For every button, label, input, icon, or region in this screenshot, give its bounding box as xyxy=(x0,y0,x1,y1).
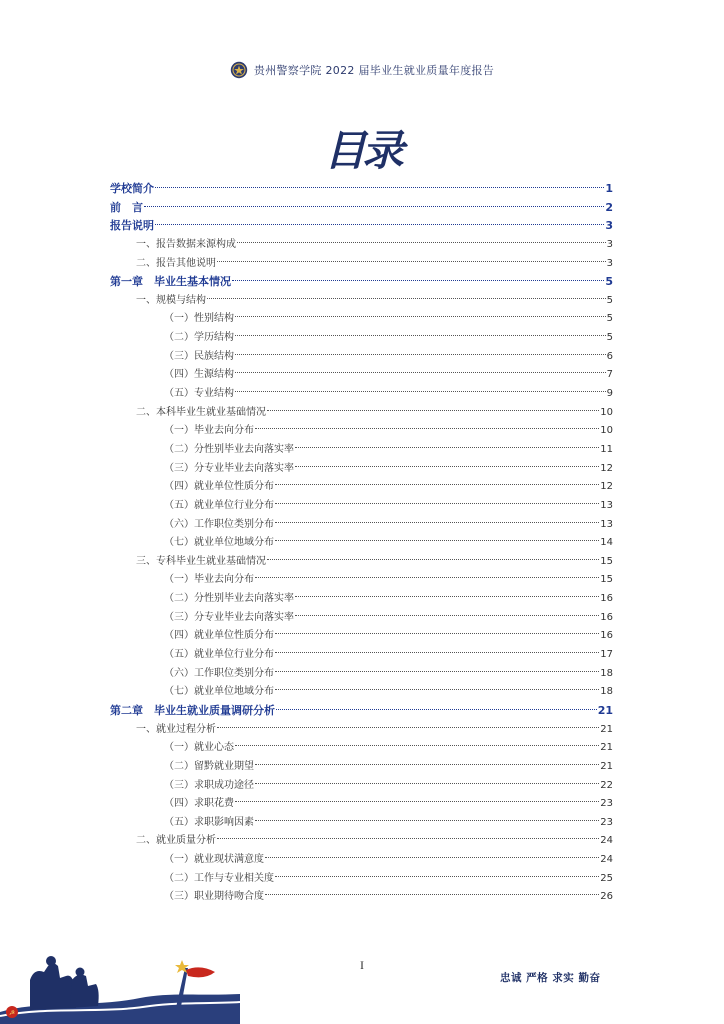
toc-entry-page: 16 xyxy=(600,593,613,605)
toc-entry-page: 10 xyxy=(600,406,613,418)
toc-entry[interactable] xyxy=(110,870,613,889)
toc-leader-dots xyxy=(255,577,599,578)
toc-entry-label: （一）毕业去向分布 xyxy=(164,425,254,437)
toc-entry[interactable] xyxy=(110,236,613,255)
toc-leader-dots xyxy=(235,801,599,802)
page-number: I xyxy=(360,958,364,972)
toc-entry-page: 13 xyxy=(600,518,613,530)
toc-entry-label: 前 言 xyxy=(110,200,143,214)
toc-leader-dots xyxy=(265,857,599,858)
toc-entry[interactable] xyxy=(110,571,613,590)
toc-entry-label: （三）民族结构 xyxy=(164,350,234,362)
toc-entry-label: （六）工作职位类别分布 xyxy=(164,518,274,530)
toc-entry-label: 学校简介 xyxy=(110,182,154,195)
toc-entry[interactable] xyxy=(110,739,613,758)
toc-entry[interactable] xyxy=(110,609,613,628)
toc-entry-label: （一）性别结构 xyxy=(164,313,234,325)
toc-leader-dots xyxy=(235,745,599,746)
toc-leader-dots xyxy=(275,876,599,877)
toc-entry-page: 9 xyxy=(606,388,613,400)
toc-entry-label: 一、规模与结构 xyxy=(136,294,206,306)
toc-entry-label: 一、报告数据来源构成 xyxy=(136,238,236,250)
toc-entry-label: （二）学历结构 xyxy=(164,332,234,344)
toc-entry[interactable] xyxy=(110,627,613,646)
toc-leader-dots xyxy=(275,522,599,523)
toc-entry-label: （七）就业单位地域分布 xyxy=(164,537,274,549)
toc-entry-label: 二、就业质量分析 xyxy=(136,835,216,847)
toc-entry-label: （一）毕业去向分布 xyxy=(164,574,254,586)
toc-entry[interactable] xyxy=(110,217,613,236)
toc-entry-page: 15 xyxy=(600,574,613,586)
toc-entry-label: 三、专科毕业生就业基础情况 xyxy=(136,555,266,567)
toc-entry[interactable] xyxy=(110,516,613,535)
toc-entry-page: 12 xyxy=(600,481,613,493)
toc-leader-dots xyxy=(155,224,604,225)
toc-entry-label: （一）就业现状满意度 xyxy=(164,854,264,866)
toc-entry[interactable] xyxy=(110,888,613,907)
toc-leader-dots xyxy=(295,615,599,616)
toc-entry[interactable] xyxy=(110,646,613,665)
toc-entry[interactable] xyxy=(110,422,613,441)
toc-entry-page: 1 xyxy=(605,182,613,195)
toc-entry[interactable] xyxy=(110,404,613,423)
toc-leader-dots xyxy=(255,820,599,821)
toc-entry[interactable] xyxy=(110,366,613,385)
toc-entry-page: 25 xyxy=(600,872,613,884)
toc-leader-dots xyxy=(217,261,606,262)
toc-leader-dots xyxy=(275,484,599,485)
toc-leader-dots xyxy=(276,709,597,710)
toc-entry[interactable] xyxy=(110,441,613,460)
toc-entry[interactable] xyxy=(110,180,613,199)
toc-entry-page: 5 xyxy=(606,313,613,325)
toc-leader-dots xyxy=(295,596,599,597)
svg-text:☭: ☭ xyxy=(8,1009,16,1017)
toc-leader-dots xyxy=(232,280,604,281)
page-header xyxy=(0,58,724,82)
toc-entry-page: 18 xyxy=(600,667,613,679)
toc-entry[interactable] xyxy=(110,832,613,851)
toc-entry-page: 3 xyxy=(605,219,613,233)
toc-entry-page: 14 xyxy=(600,537,613,549)
toc-entry-label: （四）求职花费 xyxy=(164,798,234,810)
toc-leader-dots xyxy=(235,354,606,355)
toc-entry-label: （六）工作职位类别分布 xyxy=(164,667,274,679)
toc-entry-page: 22 xyxy=(600,779,613,791)
toc-entry-page: 18 xyxy=(600,686,613,698)
toc-entry-page: 16 xyxy=(600,630,613,642)
toc-entry-label: （七）就业单位地域分布 xyxy=(164,686,274,698)
toc-leader-dots xyxy=(237,242,606,243)
toc-entry[interactable] xyxy=(110,273,613,292)
toc-entry[interactable] xyxy=(110,199,613,218)
toc-entry-label: （三）求职成功途径 xyxy=(164,779,254,791)
toc-entry[interactable] xyxy=(110,460,613,479)
toc-entry-label: （三）职业期待吻合度 xyxy=(164,891,264,903)
toc-entry[interactable] xyxy=(110,590,613,609)
toc-entry-label: （四）就业单位性质分布 xyxy=(164,481,274,493)
toc-entry-page: 21 xyxy=(600,723,613,735)
toc-leader-dots xyxy=(275,689,599,690)
toc-entry[interactable] xyxy=(110,385,613,404)
toc-entry-page: 7 xyxy=(606,369,613,381)
toc-entry-label: 报告说明 xyxy=(110,219,154,233)
toc-entry-label: （二）工作与专业相关度 xyxy=(164,872,274,884)
toc-entry-label: （三）分专业毕业去向落实率 xyxy=(164,611,294,623)
toc-leader-dots xyxy=(275,671,599,672)
toc-entry-page: 16 xyxy=(600,611,613,623)
toc-entry[interactable] xyxy=(110,255,613,274)
toc-entry-label: 一、就业过程分析 xyxy=(136,723,216,735)
toc-entry[interactable] xyxy=(110,795,613,814)
toc-leader-dots xyxy=(235,372,606,373)
toc-entry-page: 24 xyxy=(600,835,613,847)
toc-leader-dots xyxy=(217,727,599,728)
toc-entry-page: 5 xyxy=(606,332,613,344)
toc-entry-label: （五）专业结构 xyxy=(164,388,234,400)
toc-entry[interactable] xyxy=(110,534,613,553)
toc-leader-dots xyxy=(235,335,606,336)
toc-entry-page: 24 xyxy=(600,854,613,866)
toc-entry[interactable] xyxy=(110,683,613,702)
toc-entry[interactable] xyxy=(110,553,613,572)
toc-entry-page: 12 xyxy=(600,462,613,474)
toc-leader-dots xyxy=(155,187,604,188)
toc-entry-page: 21 xyxy=(600,742,613,754)
toc-entry-label: （二）留黔就业期望 xyxy=(164,760,254,772)
toc-leader-dots xyxy=(267,410,599,411)
toc-entry[interactable] xyxy=(110,721,613,740)
toc-entry-page: 5 xyxy=(606,294,613,306)
toc-entry-page: 13 xyxy=(600,499,613,511)
toc-entry[interactable] xyxy=(110,814,613,833)
toc-entry-label: （五）就业单位行业分布 xyxy=(164,499,274,511)
toc-entry-label: 二、本科毕业生就业基础情况 xyxy=(136,406,266,418)
toc-entry-label: （三）分专业毕业去向落实率 xyxy=(164,462,294,474)
toc-entry-page: 17 xyxy=(600,649,613,661)
toc-entry-page: 23 xyxy=(600,798,613,810)
toc-leader-dots xyxy=(255,428,599,429)
toc-entry-label: （二）分性别毕业去向落实率 xyxy=(164,593,294,605)
toc-entry[interactable] xyxy=(110,851,613,870)
toc-leader-dots xyxy=(275,633,599,634)
toc-leader-dots xyxy=(235,391,606,392)
toc-entry-page: 21 xyxy=(600,760,613,772)
toc-entry-page: 10 xyxy=(600,425,613,437)
toc-entry-label: （五）就业单位行业分布 xyxy=(164,649,274,661)
header-title: 贵州警察学院 2022 届毕业生就业质量年度报告 xyxy=(253,64,495,77)
toc-entry-label: （一）就业心态 xyxy=(164,742,234,754)
toc-leader-dots xyxy=(255,764,599,765)
toc-entry-label: （五）求职影响因素 xyxy=(164,816,254,828)
table-of-contents xyxy=(110,180,613,907)
toc-entry[interactable] xyxy=(110,702,613,721)
toc-entry[interactable] xyxy=(110,329,613,348)
toc-entry-page: 11 xyxy=(600,443,613,455)
toc-entry-label: （四）就业单位性质分布 xyxy=(164,630,274,642)
toc-entry-page: 15 xyxy=(600,555,613,567)
toc-leader-dots xyxy=(267,559,599,560)
toc-leader-dots xyxy=(275,503,599,504)
toc-entry[interactable] xyxy=(110,665,613,684)
toc-entry[interactable] xyxy=(110,777,613,796)
toc-entry-page: 21 xyxy=(597,703,613,717)
toc-leader-dots xyxy=(217,838,599,839)
toc-leader-dots xyxy=(295,447,599,448)
toc-entry[interactable] xyxy=(110,310,613,329)
toc-leader-dots xyxy=(275,652,599,653)
toc-entry-page: 3 xyxy=(606,257,613,269)
toc-leader-dots xyxy=(207,298,606,299)
toc-leader-dots xyxy=(144,206,604,207)
toc-leader-dots xyxy=(235,316,606,317)
toc-entry-page: 23 xyxy=(600,816,613,828)
toc-entry-label: 二、报告其他说明 xyxy=(136,257,216,269)
toc-entry-page: 26 xyxy=(600,891,613,903)
toc-leader-dots xyxy=(265,894,599,895)
toc-entry[interactable] xyxy=(110,348,613,367)
toc-entry[interactable] xyxy=(110,497,613,516)
toc-entry-page: 2 xyxy=(605,200,613,214)
toc-heading: 目录 xyxy=(323,126,400,175)
toc-entry-label: （二）分性别毕业去向落实率 xyxy=(164,443,294,455)
toc-leader-dots xyxy=(255,783,599,784)
toc-leader-dots xyxy=(295,466,599,467)
toc-entry-label: 第一章 毕业生基本情况 xyxy=(110,275,231,289)
toc-entry-label: 第二章 毕业生就业质量调研分析 xyxy=(110,703,275,717)
toc-entry-page: 5 xyxy=(605,275,613,289)
toc-entry[interactable] xyxy=(110,292,613,311)
toc-leader-dots xyxy=(275,540,599,541)
toc-entry[interactable] xyxy=(110,758,613,777)
toc-entry-page: 3 xyxy=(606,238,613,250)
toc-entry[interactable] xyxy=(110,478,613,497)
school-motto: 忠诚 严格 求实 勤奋 xyxy=(500,972,601,984)
toc-entry-label: （四）生源结构 xyxy=(164,369,234,381)
police-emblem-icon xyxy=(230,61,248,79)
toc-entry-page: 6 xyxy=(606,350,613,362)
